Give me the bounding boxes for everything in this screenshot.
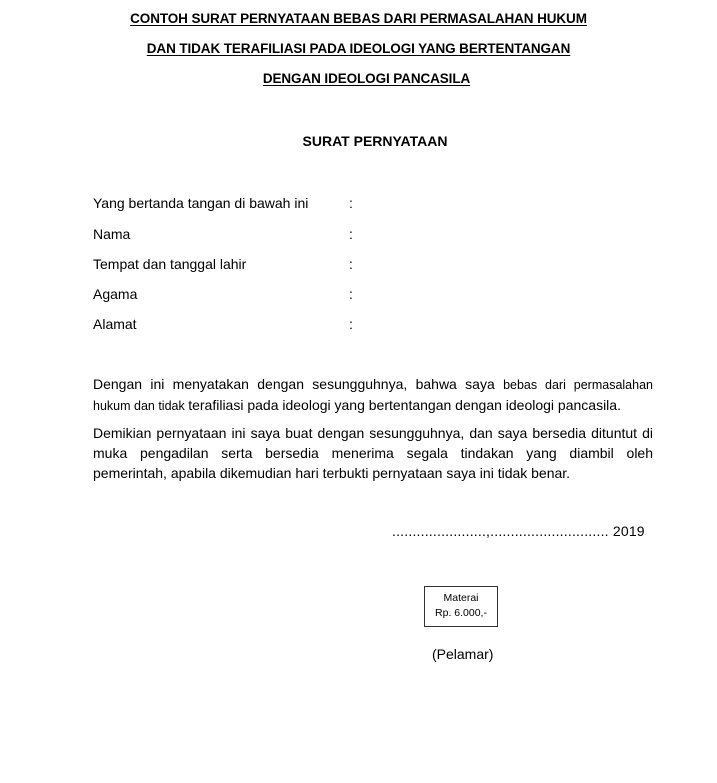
field-label: Nama (93, 226, 131, 242)
text-span: bebas dari permasalahan (503, 378, 653, 392)
header-title-line-3: DENGAN IDEOLOGI PANCASILA (262, 71, 471, 86)
paragraph-line (93, 374, 653, 395)
field-colon: : (349, 316, 353, 332)
statement-paragraph (93, 374, 653, 416)
text-span: terafiliasi pada ideologi yang bertentangan dengan ideologi pancasila. (188, 397, 621, 413)
stamp-label: Materai (443, 592, 479, 604)
field-label: Tempat dan tanggal lahir (93, 256, 247, 272)
field-label: Yang bertanda tangan di bawah ini (93, 195, 309, 211)
closing-paragraph (93, 423, 653, 483)
text-span: hukum dan tidak (93, 399, 189, 413)
field-label: Alamat (93, 316, 137, 332)
field-colon: : (349, 195, 353, 211)
signer-label: (Pelamar) (432, 646, 494, 662)
header-title-line-1: CONTOH SURAT PERNYATAAN BEBAS DARI PERMASALAHAN HUKUM (130, 11, 587, 26)
text-span: Dengan ini menyatakan dengan sesungguhnya, bahwa saya (93, 376, 504, 392)
paragraph-line: muka pengadilan serta bersedia menerima segala tindakan yang diambil oleh (93, 445, 653, 461)
paragraph-line: Demikian pernyataan ini saya buat dengan sesungguhnya, dan saya bersedia dituntut di (93, 425, 653, 441)
stamp-value: Rp. 6.000,- (435, 607, 487, 619)
field-label: Agama (93, 286, 138, 302)
paragraph-line (93, 395, 653, 416)
document-subtitle: SURAT PERNYATAAN (302, 133, 448, 149)
header-title-line-2: DAN TIDAK TERAFILIASI PADA IDEOLOGI YANG BERTENTANGAN (146, 41, 571, 56)
stamp-box (424, 586, 498, 627)
field-colon: : (349, 286, 353, 302)
place-date-line: .......................,............................. 2019 (392, 523, 645, 539)
field-colon: : (349, 226, 353, 242)
paragraph-line: pemerintah, apabila dikemudian hari terbukti pernyataan saya ini tidak benar. (93, 465, 571, 481)
field-colon: : (349, 256, 353, 272)
